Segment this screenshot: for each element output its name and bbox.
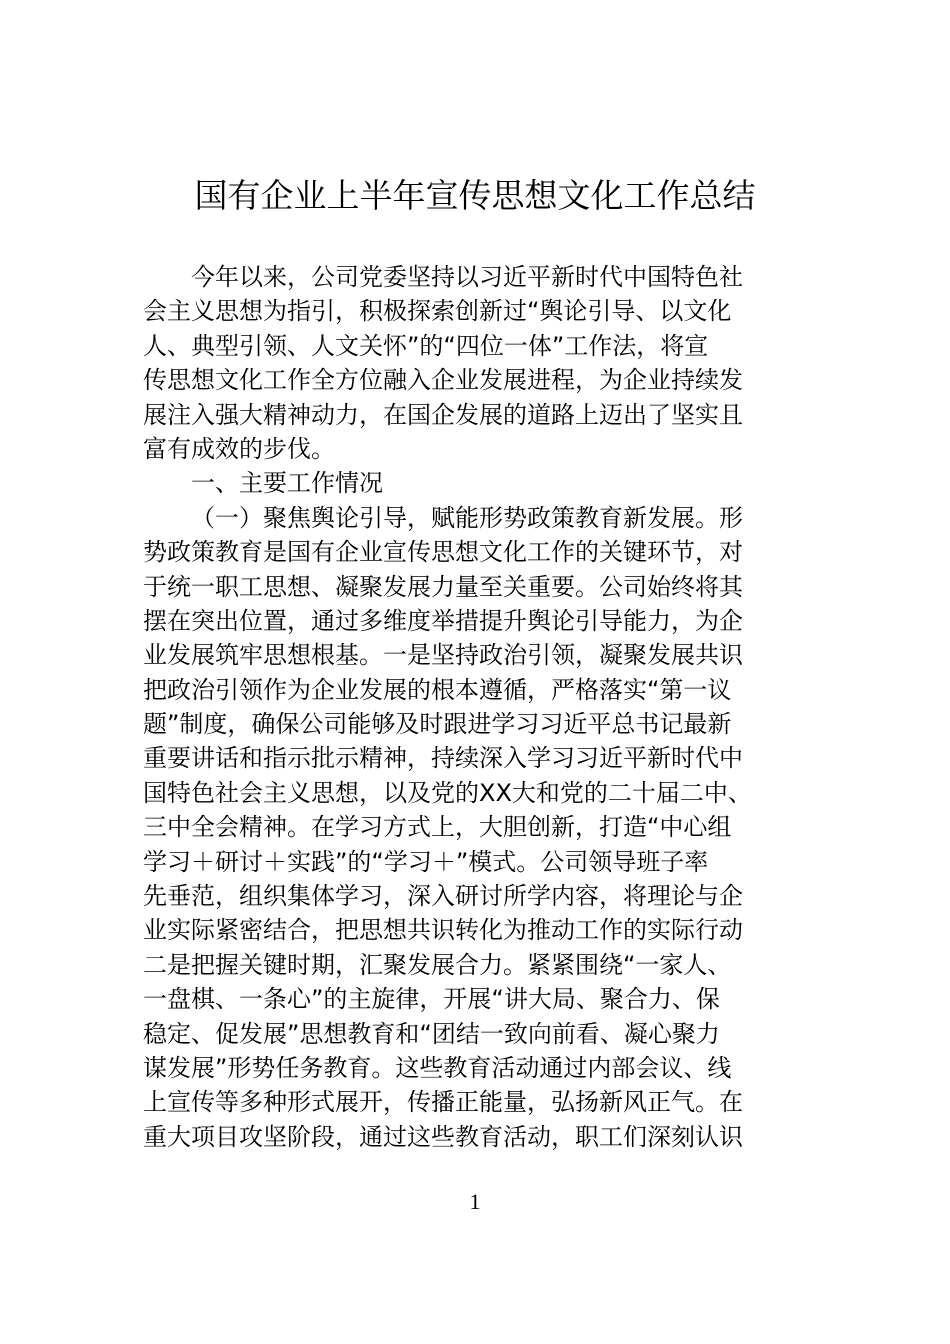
body-line: 摆在突出位置，通过多维度举措提升舆论引导能力，为企 xyxy=(143,606,743,635)
body-line: 谋发展”形势任务教育。这些教育活动通过内部会议、线 xyxy=(143,1053,732,1082)
body-line: 一盘棋、一条心”的主旋律，开展“讲大局、聚合力、保 xyxy=(143,985,720,1014)
document-title: 国有企业上半年宣传思想文化工作总结 xyxy=(194,176,756,215)
body-line: 今年以来，公司党委坚持以习近平新时代中国特色社 xyxy=(191,263,743,291)
page-number: 1 xyxy=(469,1189,481,1214)
body-line: （一）聚焦舆论引导，赋能形势政策教育新发展。形 xyxy=(191,503,743,532)
body-line: 势政策教育是国有企业宣传思想文化工作的关键环节，对 xyxy=(143,538,743,567)
body-line: 业实际紧密结合，把思想共识转化为推动工作的实际行动 xyxy=(143,916,743,945)
body-line: 于统一职工思想、凝聚发展力量至关重要。公司始终将其 xyxy=(143,572,743,601)
body-line: 三中全会精神。在学习方式上，大胆创新，打造“中心组 xyxy=(143,813,732,842)
document-body xyxy=(143,260,813,1154)
body-line: 二是把握关键时期，汇聚发展合力。紧紧围绕“一家人、 xyxy=(143,950,732,979)
body-line: 学习＋研讨＋实践”的“学习＋”模式。公司领导班子率 xyxy=(143,847,709,876)
body-line: 业发展筑牢思想根基。一是坚持政治引领，凝聚发展共识 xyxy=(143,641,743,670)
body-line: 把政治引领作为企业发展的根本遵循，严格落实“第一议 xyxy=(143,675,732,704)
body-line: 重要讲话和指示批示精神，持续深入学习习近平新时代中 xyxy=(143,744,743,773)
body-line: 传思想文化工作全方位融入企业发展进程，为企业持续发 xyxy=(143,366,743,395)
body-line: 人、典型引领、人文关怀”的“四位一体”工作法，将宣 xyxy=(143,331,709,360)
body-line: 重大项目攻坚阶段，通过这些教育活动，职工们深刻认识 xyxy=(143,1122,743,1151)
body-line: 展注入强大精神动力，在国企发展的道路上迈出了坚实且 xyxy=(143,400,743,429)
body-line: 会主义思想为指引，积极探索创新过“舆论引导、以文化 xyxy=(143,297,732,326)
body-line: 富有成效的步伐。 xyxy=(143,434,335,463)
body-line: 上宣传等多种形式展开，传播正能量，弘扬新风正气。在 xyxy=(143,1088,743,1117)
body-line: 国特色社会主义思想，以及党的XX大和党的二十届二中、 xyxy=(143,778,752,807)
body-line: 题”制度，确保公司能够及时跟进学习习近平总书记最新 xyxy=(143,710,732,739)
section-heading: 一、主要工作情况 xyxy=(191,469,383,498)
body-line: 稳定、促发展”思想教育和“团结一致向前看、凝心聚力 xyxy=(143,1019,720,1048)
body-line: 先垂范，组织集体学习，深入研讨所学内容，将理论与企 xyxy=(143,882,743,911)
